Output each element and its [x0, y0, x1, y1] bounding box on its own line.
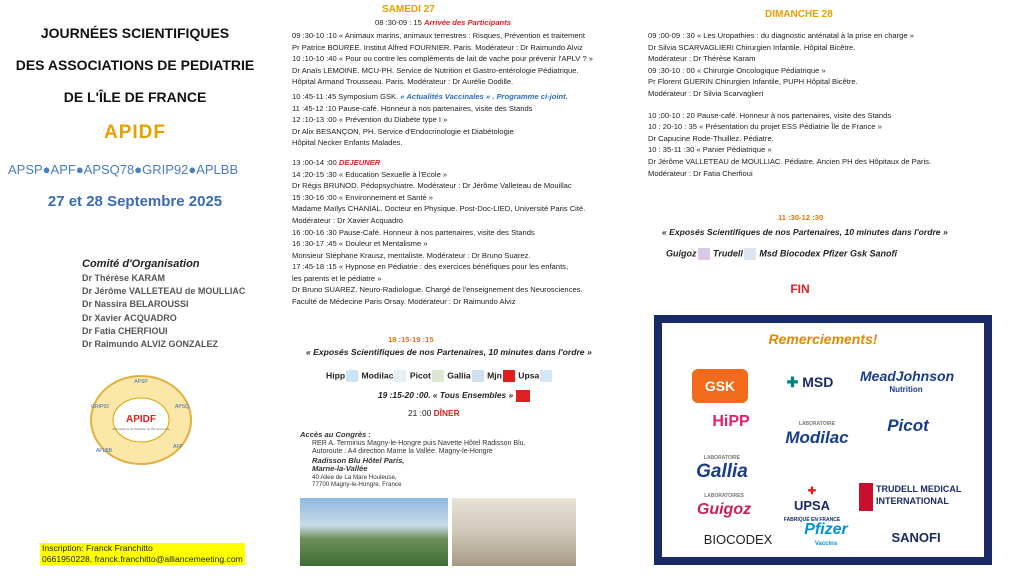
msd-icon: ✚: [786, 374, 799, 390]
program-line: Pr Florent GUERIN Chirurgien Infantile, PUPH Hôpital Bicêtre.: [648, 77, 858, 87]
pfizer-text: Pfizer: [804, 521, 848, 538]
product-icon: [540, 370, 552, 382]
program-line: Faculté de Médecine Paris Orsay. Modérateur : Dr Raimundo Alviz: [292, 297, 516, 307]
comite-member: Dr Raimundo ALVIZ GONZALEZ: [82, 339, 218, 350]
trudell-icon: [859, 483, 873, 511]
dejeuner-line: [292, 157, 593, 169]
title-line-2: DES ASSOCIATIONS DE PEDIATRIE: [15, 57, 255, 73]
guigoz-logo: [684, 489, 764, 517]
pfizer-sub: Vaccins: [814, 541, 838, 547]
hotel-exterior-photo: [300, 498, 448, 566]
title-line-1: JOURNÉES SCIENTIFIQUES: [40, 25, 230, 41]
associations-line: APSP●APF●APSQ78●GRIP92●APLBB: [8, 162, 239, 177]
guigoz-text: Guigoz: [696, 501, 752, 518]
comite-member: Dr Xavier ACQUADRO: [82, 312, 177, 323]
program-line: Dr Silvia SCARVAGLIERI Chirurgien Infantile. Hôpital Bicêtre.: [648, 42, 856, 52]
sponsor-name: Biocodex: [779, 248, 821, 259]
upsa-text: UPSA: [793, 498, 831, 513]
program-line: les parents et le pédiatre »: [292, 273, 382, 283]
gallia-text: Gallia: [696, 461, 748, 482]
upsa-sub: FABRIQUÉ EN FRANCE: [783, 517, 841, 523]
sunday-sponsors: [666, 248, 897, 260]
sanofi-logo: SANOFI: [891, 530, 941, 545]
sunday-expo-title: « Exposés Scientifiques de nos Partenaires, 10 minutes dans l'ordre »: [662, 227, 948, 237]
msd-logo: [770, 375, 850, 389]
picot-logo: Picot: [887, 416, 929, 435]
program-line: 09 :30-10 : 00 « Chirurgie Oncologique Pédiatrique »: [648, 65, 826, 75]
diner-line: [408, 408, 460, 420]
product-icon: [432, 370, 444, 382]
trudell-text: TRUDELL MEDICAL: [876, 484, 962, 494]
modilac-sub: LABORATOIRE: [798, 421, 836, 427]
acces-line: Autoroute : A4 direction Marne la Vallée. Magny-le-Hongre: [312, 448, 493, 456]
circle-label: APSQ: [175, 404, 189, 410]
program-line: 16 :30-17 :45 « Douleur et Mentalisme »: [292, 239, 428, 249]
circle-label: APSP: [134, 379, 148, 385]
saturday-expo-time: 18 :15-19 :15: [388, 335, 434, 344]
program-line: 12 :10-13 :00 « Prévention du Diabète type I »: [292, 115, 448, 125]
diner-time: 21 :00: [408, 408, 434, 418]
meadjohnson-text: MeadJohnson: [860, 368, 955, 384]
program-line: 17 :45-18 :15 « Hypnose en Pédiatrie : des exercices bénéfiques pour les enfants,: [292, 262, 569, 272]
sponsor-name: Mjn: [487, 370, 502, 381]
ensemble-line: [378, 390, 531, 402]
thanks-box: [654, 315, 992, 565]
product-icon: [698, 248, 710, 260]
title-line-3: DE L'ÎLE DE FRANCE: [63, 89, 207, 105]
circle-sub: Associations de Pédiatrie de l'Île de France: [112, 427, 170, 431]
sponsor-name: Upsa: [518, 370, 540, 381]
sponsor-name: Sanofi: [869, 248, 897, 259]
event-dates: 27 et 28 Septembre 2025: [47, 193, 223, 210]
program-line: 09 :30-10 :10 « Animaux marins, animaux terrestres : Risques, Prévention et traitement: [292, 31, 585, 40]
sunday-expo-time: 11 :30-12 :30: [778, 213, 824, 222]
circle-center: APIDF: [126, 414, 156, 425]
program-line: Hôpital Armand Trousseau. Paris. Modérateur : Dr Aurélie Dodille.: [292, 77, 514, 87]
thanks-inner: [662, 323, 984, 557]
hotel-conference-room-photo: [452, 498, 576, 566]
dejeuner-label: DEJEUNER: [338, 157, 381, 167]
biocodex-logo: BIOCODEX: [703, 532, 773, 547]
comite-member: Dr Jérôme VALLETEAU de MOULLIAC: [82, 286, 246, 297]
program-line: Dr Capucine Rode-Thuillez. Pédiatre.: [648, 133, 774, 143]
program-line: 09 :00-09 : 30 « Les Uropathies : du diagnostic anténatal à la prise en charge »: [648, 31, 914, 40]
program-line: 10 :00-10 : 20 Pause-café. Honneur à nos partenaires, visite des Stands: [648, 110, 892, 120]
circle-label: GRIP92: [91, 404, 109, 410]
program-line: 10 :10-10 :40 « Pour ou contre les compléments de lait de vache pour prévenir l'APLV ? »: [292, 54, 594, 64]
thanks-title: Remerciements!: [768, 331, 878, 347]
hipp-logo: HiPP: [712, 413, 750, 430]
sponsor-name: Gallia: [447, 370, 471, 381]
product-icon: [472, 370, 484, 382]
sponsor-name: Pfizer: [822, 248, 848, 259]
gsk-line: [292, 91, 593, 103]
arrival-line: [375, 17, 511, 29]
product-icon: [503, 370, 515, 382]
comite-member: Dr Thérèse KARAM: [82, 273, 166, 283]
program-line: Modérateur : Dr Thérèse Karam: [648, 54, 756, 64]
sponsor-name: Trudell: [713, 248, 743, 259]
saturday-sponsors: [326, 370, 553, 382]
gsk-logo: GSK: [692, 369, 748, 403]
comite-member: Dr Nassira BELAROUSSI: [82, 299, 189, 310]
acces-block: [300, 431, 525, 489]
program-line: Pr Patrice BOUREE. Institut Alfred FOURNIER. Paris. Modérateur : Dr Raimundo Alviz: [292, 42, 583, 52]
sponsor-name: Hipp: [326, 370, 346, 381]
sponsor-name: Guigoz: [666, 248, 697, 259]
inscription-box: [40, 543, 245, 565]
modilac-logo: [772, 417, 862, 445]
gsk-time: 10 :45-11 :45 Symposium GSK.: [292, 91, 401, 101]
product-icon: [346, 370, 358, 382]
gallia-logo: [682, 451, 762, 482]
guigoz-sub: LABORATOIRES: [704, 493, 744, 499]
modilac-text: Modilac: [785, 428, 849, 447]
gsk-title: « Actualités Vaccinales » . Programme ci-joint.: [400, 91, 568, 101]
product-icon: [394, 370, 406, 382]
msd-text: MSD: [802, 374, 834, 390]
program-line: Dr Jérôme VALLETEAU de MOULLIAC. Pédiatre. Ancien PH des Hôpitaux de Paris.: [648, 156, 932, 166]
dejeuner-time: 13 :00-14 :00: [292, 157, 339, 167]
trudell-sub: INTERNATIONAL: [876, 496, 949, 506]
meadjohnson-sub: Nutrition: [889, 385, 923, 394]
acces-title: Accès au Congrès :: [300, 430, 371, 439]
hotel-address: 40 Allee de La Mare Houleuse,: [312, 473, 397, 481]
comite-title: Comité d'Organisation: [82, 258, 200, 270]
program-line: Modérateur : Dr Xavier Acquadro: [292, 215, 404, 225]
trudell-logo: [858, 483, 976, 511]
apidf-circle-diagram: [86, 372, 196, 468]
apidf-logo: [0, 122, 270, 144]
program-line: 10 : 20-10 : 35 « Présentation du projet ESS Pédiatrie Île de France »: [648, 122, 882, 132]
program-line: Modérateur : Dr Silvia Scarvaglieri: [648, 88, 764, 98]
acces-line: RER A. Terminus Magny-le-Hongre puis Navette Hôtel Radisson Blu.: [312, 439, 526, 447]
sponsor-name: Modilac: [361, 370, 394, 381]
ensemble-label: 19 :15-20 :00. « Tous Ensembles »: [378, 390, 514, 401]
fin-label: FIN: [790, 282, 810, 296]
product-icon: [744, 248, 756, 260]
program-line: Dr Régis BRUNOD. Pédopsychiatre. Modérateur : Dr Jérôme Valleteau de Mouillac: [292, 181, 572, 191]
comite-member: Dr Fatia CHERFIOUI: [82, 325, 168, 336]
program-line: Dr Anaïs LEMOINE. MCU-PH. Service de Nutrition et Gastro-entérologie Pédiatrique.: [292, 65, 579, 75]
sponsor-name: Picot: [409, 370, 431, 381]
program-line: 16 :00-16 :30 Pause-Café. Honneur à nos partenaires, visite des Stands: [292, 227, 535, 237]
party-icon: [516, 390, 530, 402]
saturday-heading: SAMEDI 27: [382, 4, 435, 15]
upsa-icon: ✚: [807, 486, 817, 497]
circle-label: APLBB: [95, 448, 113, 454]
program-line: 10 : 35-11 :30 « Panier Pédiatrique »: [648, 145, 772, 155]
pfizer-logo: [790, 523, 862, 551]
hotel-address: 77700 Magny-le-Hongre, France: [312, 481, 402, 489]
sponsor-name: Gsk: [849, 248, 867, 259]
arrival-label: Arrivée des Participants: [423, 18, 511, 27]
meadjohnson-logo: [860, 368, 955, 397]
program-line: Monsieur Stéphane Krausz, mentaliste. Modérateur : Dr Bruno Suarez.: [292, 250, 531, 260]
saturday-expo-title: « Exposés Scientifiques de nos Partenaires, 10 minutes dans l'ordre »: [306, 347, 592, 357]
diner-label: DÎNER: [433, 408, 460, 418]
hotel-name: Radisson Blu Hôtel Paris,: [312, 455, 405, 465]
hotel-name: Marne-la-Vallée: [312, 464, 368, 474]
program-line: Modérateur : Dr Fatia Cherfioui: [648, 168, 753, 178]
inscription-line: 0661950228, franck.franchitto@alliancemeeting.com: [42, 554, 243, 564]
program-line: Dr Bruno SUAREZ. Neuro-Radiologue. Chargé de l'enseignement des Neurosciences.: [292, 285, 583, 295]
inscription-line: Inscription: Franck Franchitto: [42, 543, 153, 553]
program-line: 11 :45-12 :10 Pause-café. Honneur à nos partenaires, visite des Stands: [292, 103, 533, 113]
sunday-block-1: [648, 30, 931, 179]
gallia-sub: LABORATOIRE: [703, 455, 741, 461]
program-line: Dr Alix BESANÇON, PH. Service d'Endocrinologie et Diabétologie: [292, 126, 514, 136]
saturday-block-1: [292, 30, 593, 308]
comite-list: [82, 272, 245, 351]
sponsor-name: Msd: [759, 248, 778, 259]
arrival-time: 08 :30-09 : 15: [375, 18, 424, 27]
program-line: 15 :30-16 :00 « Environnement et Santé »: [292, 192, 434, 202]
sunday-heading: DIMANCHE 28: [765, 9, 833, 20]
apidf-logo-text: APIDF: [104, 122, 166, 143]
program-line: Hôpital Necker Enfants Malades.: [292, 138, 403, 148]
circle-label: AFP: [173, 444, 183, 450]
program-line: 14 :20-15 :30 « Education Sexuelle à l'Ecole »: [292, 169, 448, 179]
program-line: Madame Maïlys CHANIAL. Docteur en Physique. Post-Doc-LIED, Université Paris Cité.: [292, 204, 586, 214]
